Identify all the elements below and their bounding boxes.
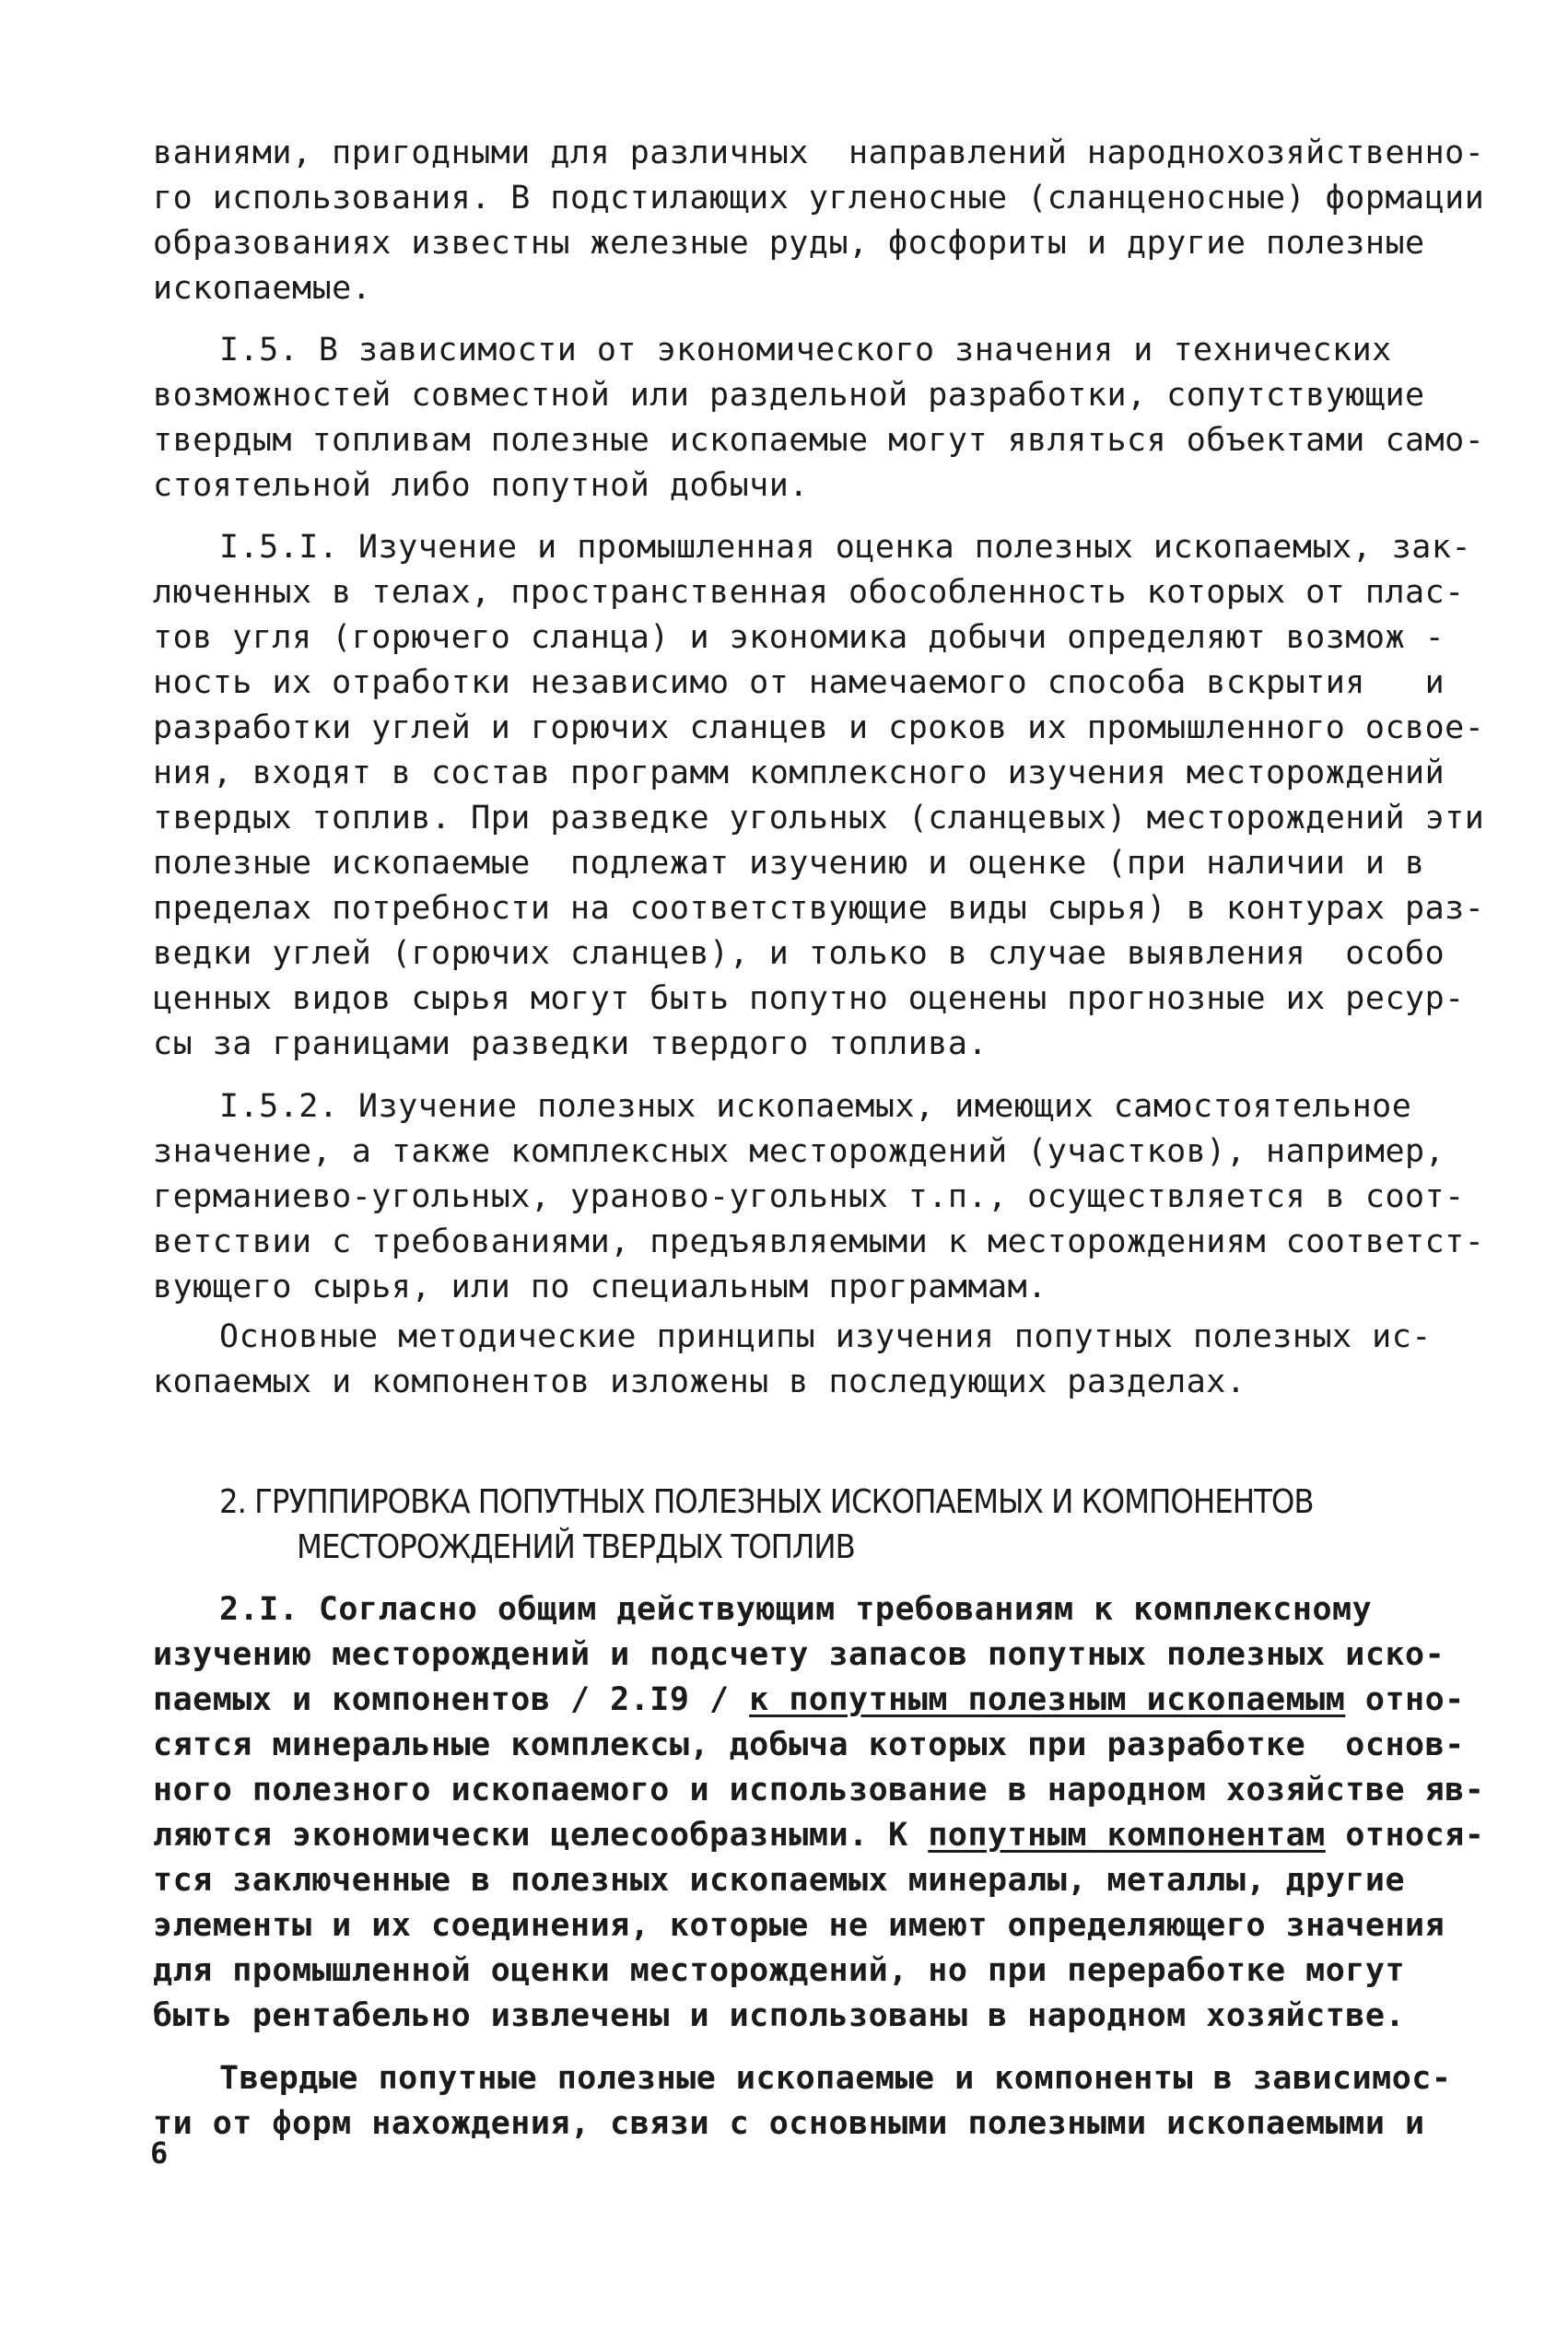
text-line: вующего сырья, или по специальным программам. [153, 1269, 1047, 1305]
text-line: германиево-угольных, ураново-угольных т.п., осуществляется в соот- [153, 1178, 1465, 1215]
text-line: ность их отработки независимо от намечаемого способа вскрытия и [153, 664, 1445, 701]
text-line: люченных в телах, пространственная обособленность которых от плас- [153, 574, 1465, 611]
reference: / 2.I9 / [570, 1681, 730, 1718]
text-line: значение, а также комплексных месторождений (участков), например, [153, 1133, 1445, 1170]
text-line [153, 1815, 1484, 1855]
text-line: го использования. В подстилающих угленосные (сланценосные) формации [153, 180, 1485, 217]
text-line: стоятельной либо попутной добычи. [153, 467, 809, 504]
text-fragment [730, 1681, 750, 1718]
text-line: тов угля (горючего сланца) и экономика добычи определяют возмож - [153, 619, 1445, 656]
text-line: Основные методические принципы изучения попутных полезных ис- [219, 1318, 1432, 1355]
text-fragment: относя- [1325, 1817, 1485, 1854]
text-line: для промышленной оценки месторождений, но при переработке могут [153, 1952, 1406, 1989]
text-line: пределах потребности на соответствующие виды сырья) в контурах раз- [153, 890, 1485, 927]
text-line: полезные ископаемые подлежат изучению и оценке (при наличии и в [153, 845, 1425, 882]
text-line: ния, входят в состав программ комплексного изучения месторождений [153, 755, 1445, 791]
text-line [153, 1679, 1465, 1720]
text-line: ископаемые. [153, 270, 372, 307]
text-fragment: ляются экономически целесообразными. К [153, 1817, 929, 1854]
text-line: сятся минеральные комплексы, добыча которых при разработке основ- [153, 1726, 1465, 1763]
text-line: образованиях известны железные руды, фосфориты и другие полезные [153, 225, 1425, 262]
section-heading: 2. ГРУППИРОВКА ПОПУТНЫХ ПОЛЕЗНЫХ ИСКОПАЕМЫХ И КОМПОНЕНТОВ [219, 1483, 1314, 1521]
text-line: элементы и их соединения, которые не имеют определяющего значения [153, 1907, 1445, 1944]
text-line: ваниями, пригодными для различных направлений народнохозяйственно- [153, 135, 1485, 171]
text-line: тся заключенные в полезных ископаемых минералы, металлы, другие [153, 1862, 1406, 1899]
text-line: копаемых и компонентов изложены в последующих разделах. [153, 1363, 1246, 1400]
text-line: ценных видов сырья могут быть попутно оценены прогнозные их ресур- [153, 980, 1465, 1017]
text-line: изучению месторождений и подсчету запасов попутных полезных иско- [153, 1636, 1445, 1673]
text-line: быть рентабельно извлечены и использованы в народном хозяйстве. [153, 1997, 1406, 2034]
text-line: твердым топливам полезные ископаемые могут являться объектами само- [153, 422, 1485, 459]
text-fragment: отно- [1345, 1681, 1465, 1718]
text-line: ти от форм нахождения, связи с основными полезными ископаемыми и [153, 2105, 1425, 2142]
text-line: Твердые попутные полезные ископаемые и компоненты в зависимос- [219, 2060, 1452, 2097]
defined-term: попутным компонентам [928, 1817, 1326, 1854]
text-line: 2.I. Согласно общим действующим требованиям к комплексному [219, 1591, 1373, 1628]
text-line: разработки углей и горючих сланцев и сроков их промышленного освое- [153, 709, 1485, 746]
text-line: I.5.I. Изучение и промышленная оценка полезных ископаемых, зак- [219, 529, 1472, 566]
text-line: ветствии с требованиями, предъявляемыми к месторождениям соответст- [153, 1223, 1485, 1260]
text-line: сы за границами разведки твердого топлива. [153, 1025, 989, 1062]
text-line: ведки углей (горючих сланцев), и только в случае выявления особо [153, 935, 1445, 972]
text-line: I.5.2. Изучение полезных ископаемых, имеющих самостоятельное [219, 1088, 1412, 1125]
defined-term: к попутным полезным ископаемым [749, 1681, 1346, 1718]
page-number: 6 [150, 2136, 169, 2171]
section-heading: МЕСТОРОЖДЕНИЙ ТВЕРДЫХ ТОПЛИВ [297, 1528, 855, 1566]
text-line: ного полезного ископаемого и использование в народном хозяйстве яв- [153, 1772, 1485, 1808]
text-line: возможностей совместной или раздельной разработки, сопутствующие [153, 377, 1425, 414]
text-line: I.5. В зависимости от экономического значения и технических [219, 332, 1392, 369]
text-line: твердых топлив. При разведке угольных (сланцевых) месторождений эти [153, 800, 1485, 837]
text-fragment: паемых и компонентов [153, 1681, 571, 1718]
